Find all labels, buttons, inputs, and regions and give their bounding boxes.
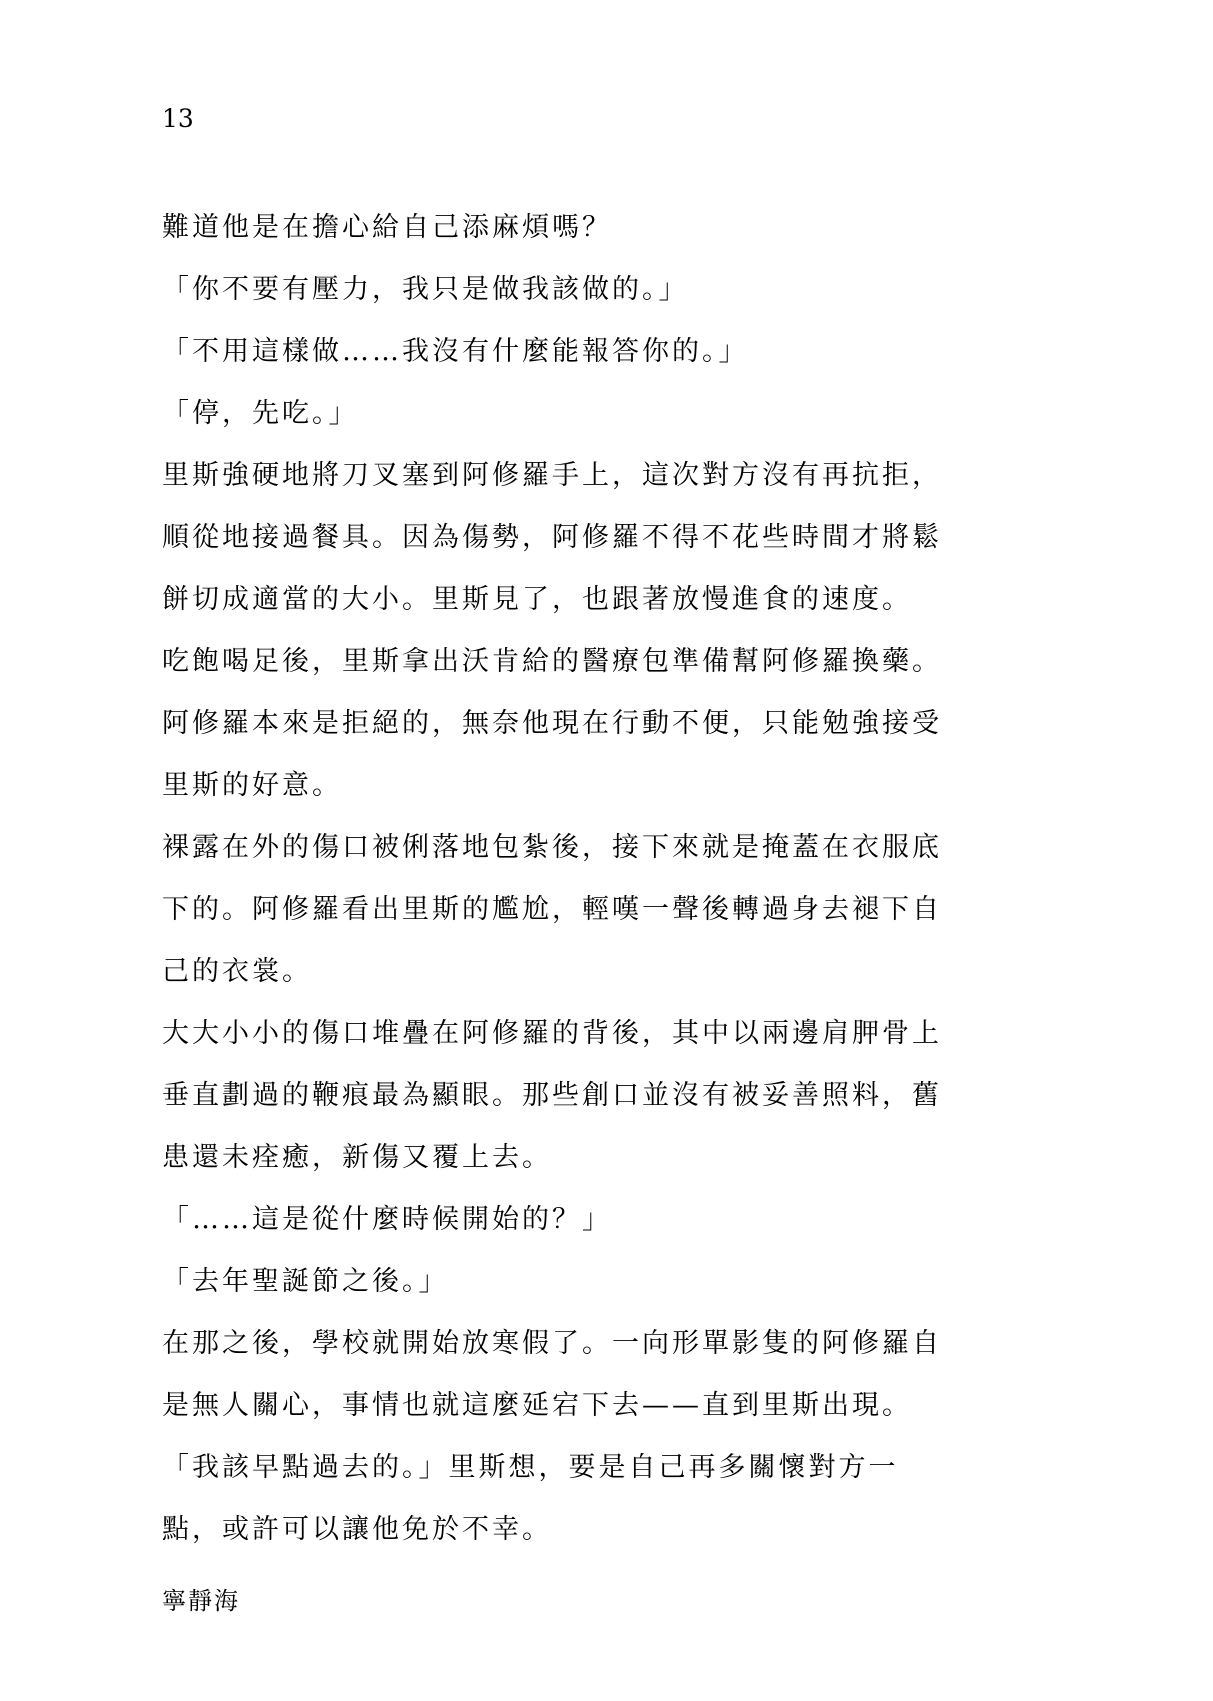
- body-text: [162, 197, 992, 1561]
- text-line: 「我該早點過去的。」里斯想，要是自己再多關懷對方一: [162, 1452, 899, 1483]
- text-line: 吃飽喝足後，里斯拿出沃肯給的醫療包準備幫阿修羅換藥。: [162, 646, 942, 677]
- text-line: 順從地接過餐具。因為傷勢，阿修羅不得不花些時間才將鬆: [162, 522, 942, 553]
- text-line: 「……這是從什麼時候開始的？」: [162, 1204, 612, 1235]
- text-line: 難道他是在擔心給自己添麻煩嗎？: [162, 212, 612, 243]
- text-line: 垂直劃過的鞭痕最為顯眼。那些創口並沒有被妥善照料，舊: [162, 1080, 942, 1111]
- text-line: 餅切成適當的大小。里斯見了，也跟著放慢進食的速度。: [162, 584, 912, 615]
- text-line: 裸露在外的傷口被俐落地包紮後，接下來就是掩蓋在衣服底: [162, 832, 942, 863]
- text-line: 下的。阿修羅看出里斯的尷尬，輕嘆一聲後轉過身去褪下自: [162, 894, 942, 925]
- text-line: 點，或許可以讓他免於不幸。: [162, 1514, 552, 1545]
- page-number: 13: [162, 104, 194, 133]
- text-line: 「不用這樣做……我沒有什麼能報答你的。」: [162, 336, 749, 367]
- text-line: 里斯強硬地將刀叉塞到阿修羅手上，這次對方沒有再抗拒，: [162, 460, 942, 491]
- text-line: 患還未痊癒，新傷又覆上去。: [162, 1142, 552, 1173]
- text-line: 大大小小的傷口堆疊在阿修羅的背後，其中以兩邊肩胛骨上: [162, 1018, 942, 1049]
- text-line: 是無人關心，事情也就這麼延宕下去——直到里斯出現。: [162, 1390, 912, 1421]
- text-line: 「你不要有壓力，我只是做我該做的。」: [162, 274, 689, 305]
- text-line: 在那之後，學校就開始放寒假了。一向形單影隻的阿修羅自: [162, 1328, 942, 1359]
- text-line: 阿修羅本來是拒絕的，無奈他現在行動不便，只能勉強接受: [162, 708, 942, 739]
- text-line: 里斯的好意。: [162, 770, 342, 801]
- text-line: 己的衣裳。: [162, 956, 312, 987]
- page-footer: 寧靜海: [162, 1587, 240, 1615]
- text-line: 「去年聖誕節之後。」: [162, 1266, 449, 1297]
- text-line: 「停，先吃。」: [162, 398, 359, 429]
